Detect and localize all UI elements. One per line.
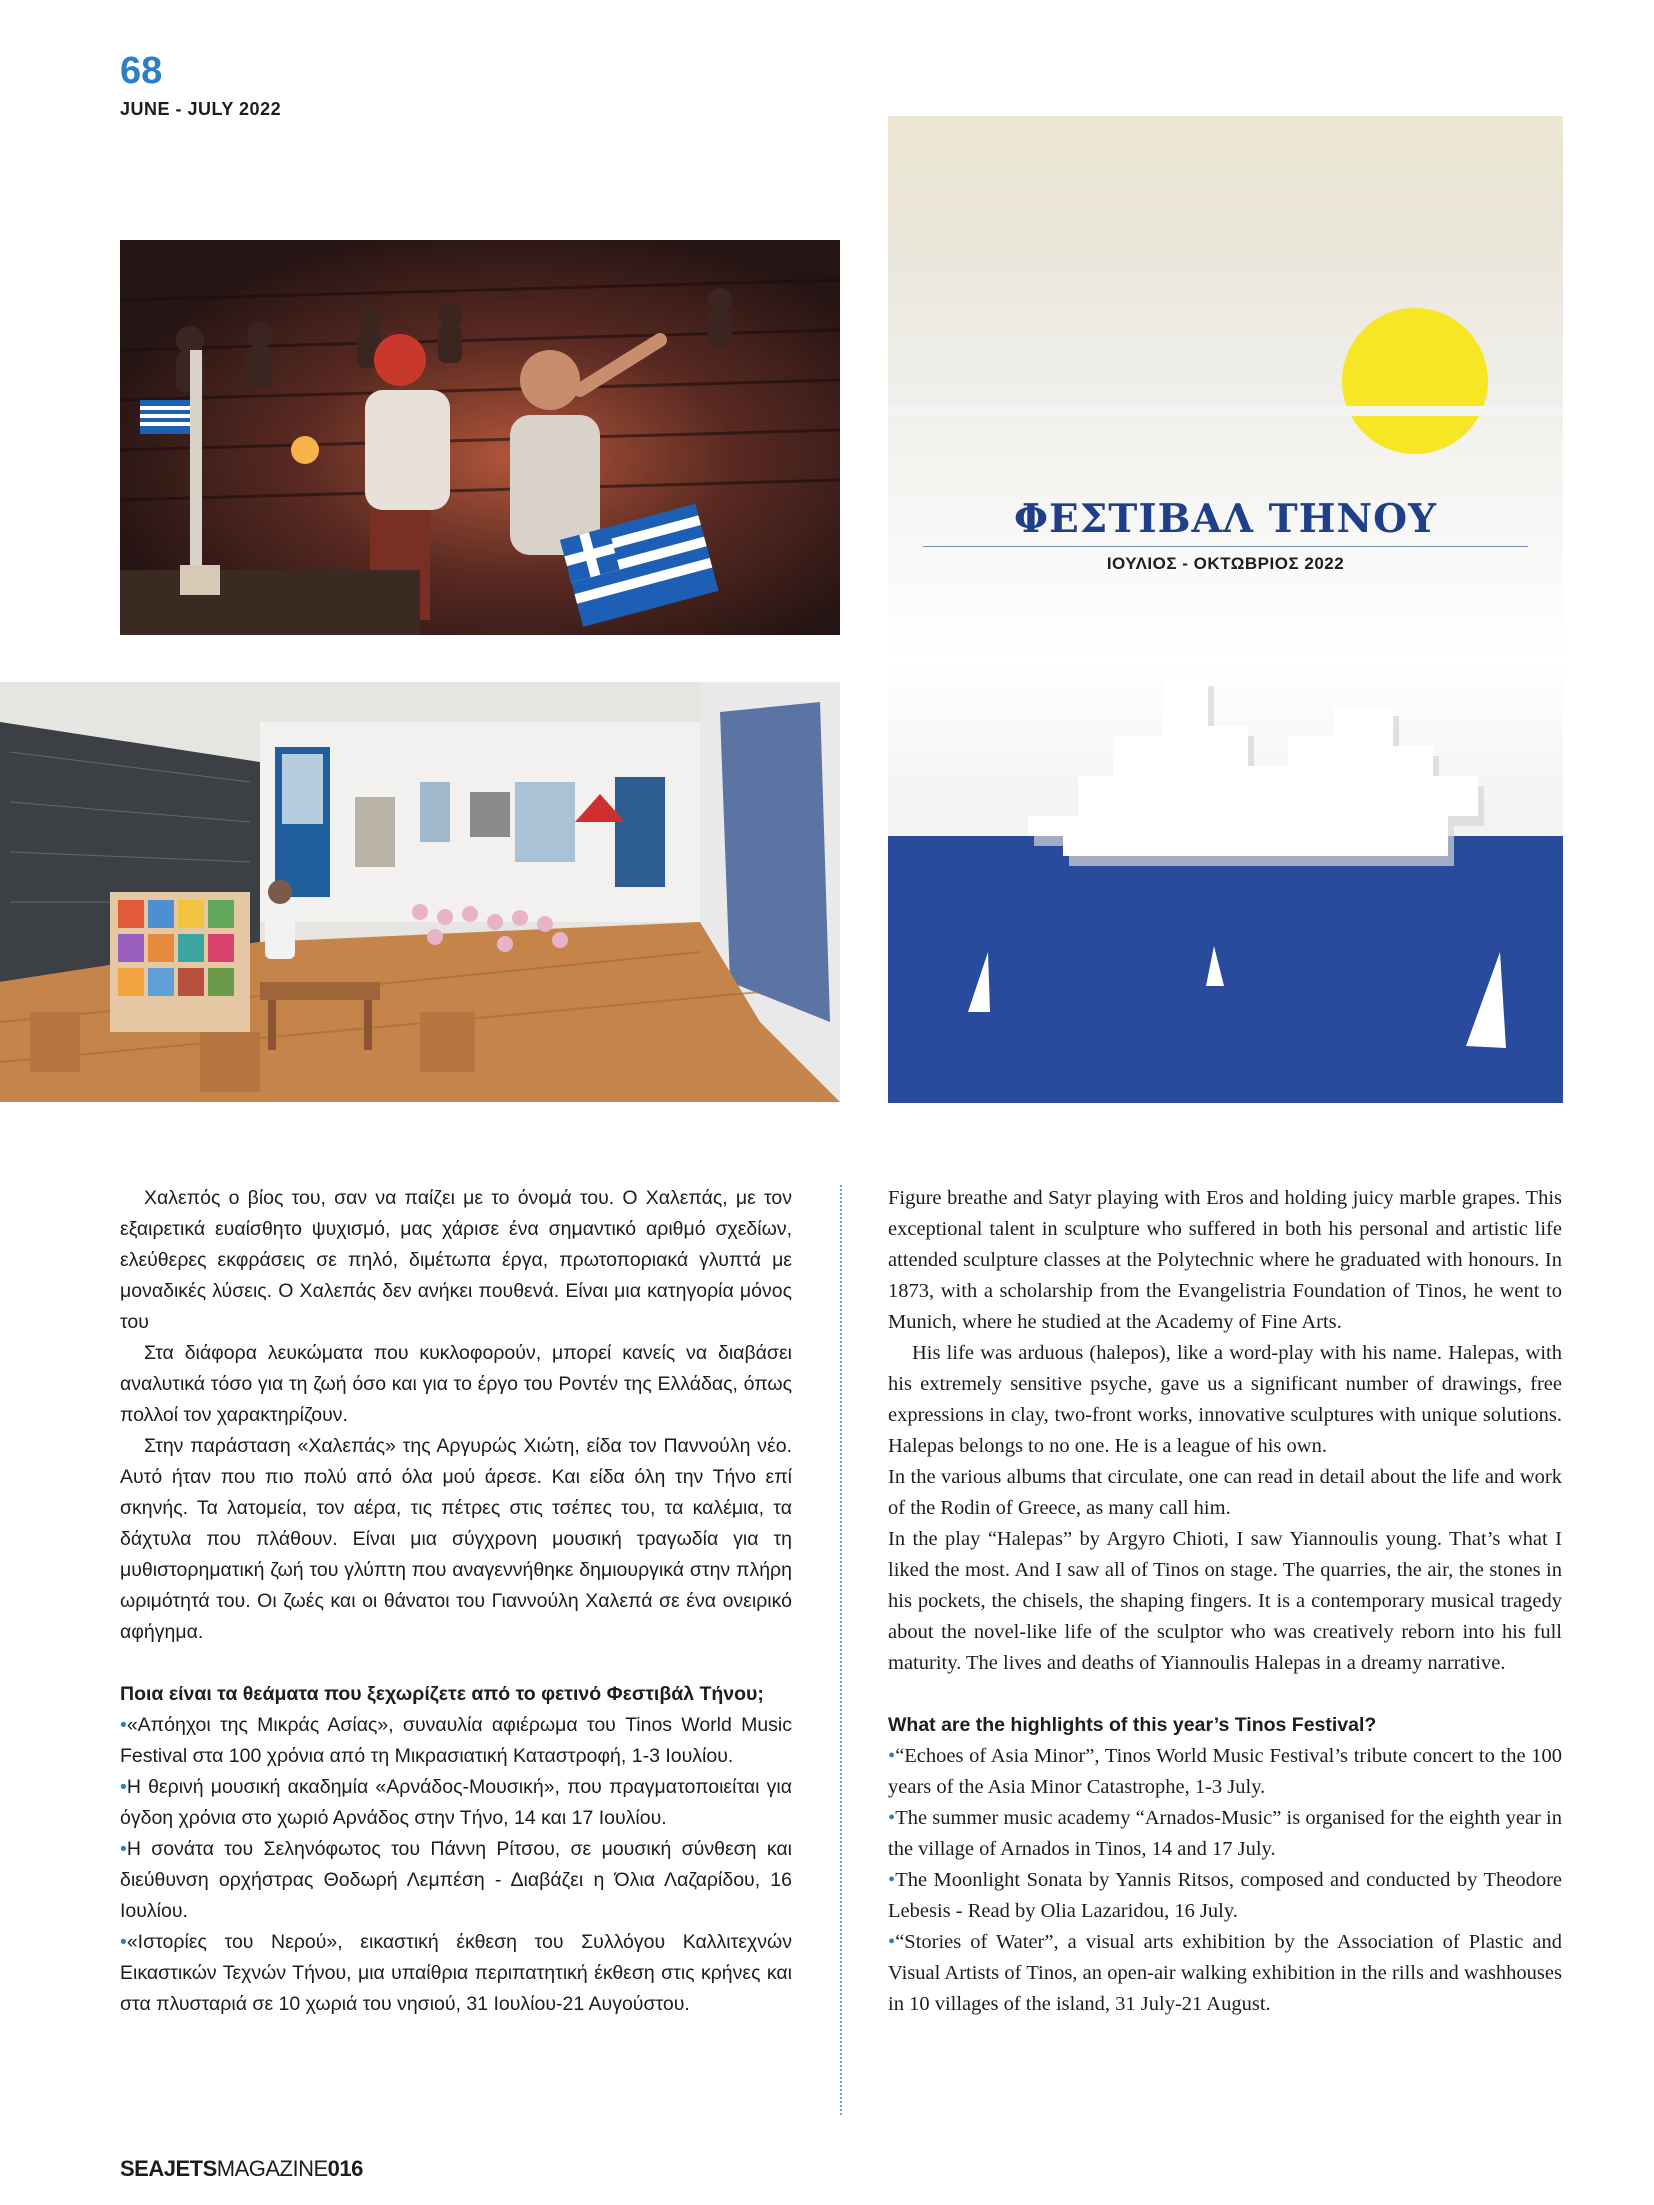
paragraph: Χαλεπός ο βίος του, σαν να παίζει με το όνομά του. Ο Χαλεπάς, με τον εξαιρετικά ευαίσθητο ψυχισμό, μας χάρισε ένα σημαντικό αριθμό σχεδίων, ελεύθερες εκφράσεις σε πηλό, διμέτωπα έργα, πρωτοποριακά γλυπτά με μοναδικές λύσεις. Ο Χαλεπάς δεν ανήκει πουθενά. Είναι μια κατηγορία μόνος του: [120, 1187, 792, 1333]
greek-text-column: [120, 1183, 792, 2020]
page-number: 68: [120, 50, 163, 92]
festival-poster: [888, 116, 1563, 1103]
english-text-column: [888, 1183, 1562, 2020]
list-item: • The summer music academy “Arnados-Music” is organised for the eighth year in the village of Arnados in Tinos, 14 and 17 July.: [888, 1803, 1562, 1865]
interview-question: What are the highlights of this year’s Tinos Festival?: [888, 1714, 1377, 1736]
magazine-footer: [120, 2156, 363, 2182]
poster-divider: [923, 546, 1528, 547]
list-item: • “Echoes of Asia Minor”, Tinos World Music Festival’s tribute concert to the 100 years of the Asia Minor Catastrophe, 1-3 July.: [888, 1741, 1562, 1803]
paragraph: His life was arduous (halepos), like a word-play with his name. Halepas, with his extremely sensitive psyche, gave us a significant number of drawings, free expressions in clay, two-front works, innovative sculptures with unique solutions. Halepas belongs to no one. He is a league of his own.: [888, 1342, 1562, 1457]
brand-name: SEAJETS: [120, 2156, 217, 2181]
paragraph: In the various albums that circulate, one can read in detail about the life and work of the Rodin of Greece, as many call him.: [888, 1466, 1562, 1519]
list-item: • Η σονάτα του Σεληνόφωτος του Πάννη Ρίτσου, σε μουσική σύνθεση και διεύθυνση ορχήστρας Θοδωρή Λεμπέση - Διαβάζει η Όλια Λαζαρίδου, 16 Ιουλίου.: [120, 1834, 792, 1927]
poster-title: ΦΕΣΤΙΒΑΛ ΤΗΝΟΥ: [1014, 496, 1437, 542]
issue-date: JUNE - JULY 2022: [120, 99, 282, 119]
list-item: • The Moonlight Sonata by Yannis Ritsos, composed and conducted by Theodore Lebesis - Read by Olia Lazaridou, 16 July.: [888, 1865, 1562, 1927]
sun-icon: [1342, 308, 1488, 454]
paragraph: Στα διάφορα λευκώματα που κυκλοφορούν, μπορεί κανείς να διαβάσει αναλυτικά τόσο για τη ζωή όσο και για το έργο του Ροντέν της Ελλάδας, όπως πολλοί τον χαρακτηρίζουν.: [120, 1342, 792, 1426]
paragraph: Figure breathe and Satyr playing with Eros and holding juicy marble grapes. This exceptional talent in sculpture who suffered in both his personal and artistic life attended sculpture classes at the Polytechnic where he graduated with honours. In 1873, with a scholarship from the Evangelistria Foundation of Tinos, he went to Munich, where he studied at the Academy of Fine Arts.: [888, 1187, 1562, 1333]
sea-band: [888, 836, 1563, 1103]
list-item: • «Απόηχοι της Μικράς Ασίας», συναυλία αφιέρωμα του Tinos World Music Festival στα 100 χρόνια από τη Μικρασιατική Καταστροφή, 1-3 Ιουλίου.: [120, 1710, 792, 1772]
interview-question: Ποια είναι τα θεάματα που ξεχωρίζετε από το φετινό Φεστιβάλ Τήνου;: [120, 1683, 764, 1705]
theatre-performance-photo: [120, 240, 840, 635]
issue-number: 016: [327, 2156, 363, 2181]
magazine-label: MAGAZINE: [216, 2156, 328, 2181]
list-item: • «Ιστορίες του Νερού», εικαστική έκθεση του Συλλόγου Καλλιτεχνών Εικαστικών Τεχνών Τήνου, μια υπαίθρια περιπατητική έκθεση στις κρήνες και στα πλυσταριά σε 10 χωριά του νησιού, 31 Ιουλίου-21 Αυγούστου.: [120, 1927, 792, 2020]
poster-band: [888, 406, 1563, 416]
museum-workshop-photo: [0, 682, 840, 1102]
island-town-shape: [1028, 676, 1478, 856]
paragraph: Στην παράσταση «Χαλεπάς» της Αργυρώς Χιώτη, είδα τον Παννούλη νέο. Αυτό ήταν που πιο πολύ από όλα μού άρεσε. Και είδα όλη την Τήνο επί σκηνής. Τα λατομεία, τον αέρα, τις πέτρες στις τσέπες του, τα καλέμια, τα δάχτυλα που πλάθουν. Είναι μια σύγχρονη μουσική τραγωδία για τη μυθιστορηματική ζωή του γλύπτη που αναγεννήθηκε δημιουργικά στην πλήρη ωριμότητά του. Οι ζωές και οι θάνατοι του Γιαννούλη Χαλεπά σε ένα ονειρικό αφήγημα.: [120, 1435, 792, 1643]
poster-illustration: [888, 116, 1563, 1103]
poster-dates: ΙΟΥΛΙΟΣ - ΟΚΤΩΒΡΙΟΣ 2022: [1106, 554, 1345, 573]
list-item: • Η θερινή μουσική ακαδημία «Αρνάδος-Μουσική», που πραγματοποιείται για όγδοη χρόνια στο χωριό Αρνάδος στην Τήνο, 14 και 17 Ιουλίου.: [120, 1772, 792, 1834]
list-item: • “Stories of Water”, a visual arts exhibition by the Association of Plastic and Visual Artists of Tinos, an open-air walking exhibition in the rills and washhouses in 10 villages of the island, 31 July-21 August.: [888, 1927, 1562, 2020]
column-divider: [840, 1185, 842, 2115]
paragraph: In the play “Halepas” by Argyro Chioti, I saw Yiannoulis young. That’s what I liked the most. And I saw all of Tinos on stage. The quarries, the air, the stones in his pockets, the chisels, the shaping fingers. It is a contemporary musical tragedy about the novel-like life of the sculptor who was creatively reborn into his full maturity. The lives and deaths of Yiannoulis Halepas in a dreamy narrative.: [888, 1528, 1562, 1674]
